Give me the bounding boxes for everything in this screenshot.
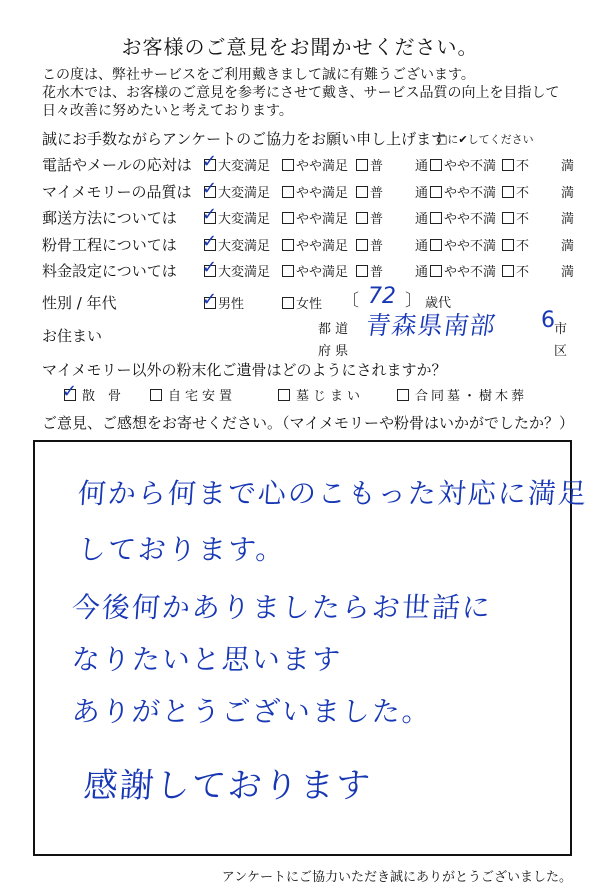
city-label: 市: [554, 322, 568, 337]
survey-request-note: □に✔してください: [437, 133, 534, 146]
rating-option[interactable]: [430, 155, 496, 174]
rating-checkbox[interactable]: [356, 239, 368, 251]
rating-checkbox[interactable]: [430, 186, 442, 198]
rating-checkbox[interactable]: [502, 186, 514, 198]
rating-option-label: 大変満足: [218, 186, 271, 201]
rating-option-label: 大変満足: [218, 239, 271, 254]
age-written: 72: [368, 284, 396, 309]
age-bracket-close: 〕: [405, 291, 422, 311]
male-label: 男性: [218, 297, 245, 312]
gender-age-label: 性別 / 年代: [42, 294, 117, 312]
comment-line: 何から何まで心のこもった対応に満足: [76, 477, 590, 510]
joint-grave-label: 合同墓・樹木葬: [415, 389, 528, 404]
rating-checkbox[interactable]: [356, 159, 368, 171]
rating-option-label: 普 通: [370, 239, 431, 254]
rating-checkbox[interactable]: [356, 265, 368, 277]
rating-option-label: 大変満足: [218, 265, 271, 280]
rating-checkbox[interactable]: [430, 159, 442, 171]
scatter-label: 散 骨: [82, 389, 122, 404]
rating-option-label: 不 満: [516, 239, 577, 254]
rating-option-label: やや満足: [296, 265, 349, 280]
gender-male-option[interactable]: [202, 288, 245, 312]
comment-line: ありがとうございました。: [70, 695, 434, 728]
rating-checkbox[interactable]: [282, 239, 294, 251]
rating-option-label: 普 通: [370, 212, 431, 227]
rating-option-label: やや満足: [296, 186, 349, 201]
check-mark-icon: ✓: [202, 230, 218, 252]
remains-option-grave-closure[interactable]: [278, 385, 364, 404]
rating-option[interactable]: [430, 261, 496, 280]
rating-option-label: 大変満足: [218, 212, 271, 227]
intro-line-3: 日々改善に努めたいと考えております。: [42, 103, 293, 119]
home-label: 自宅安置: [168, 389, 237, 404]
rating-option[interactable]: [502, 182, 576, 201]
rating-checkbox[interactable]: [356, 212, 368, 224]
male-checkbox[interactable]: [202, 288, 218, 310]
rating-option[interactable]: [282, 235, 348, 254]
rating-option[interactable]: [282, 261, 348, 280]
rating-option-label: 不 満: [516, 265, 577, 280]
residence-label: お住まい: [42, 327, 103, 345]
remains-option-joint-grave[interactable]: [397, 385, 527, 404]
rating-option-label: 不 満: [516, 159, 577, 174]
rating-checkbox[interactable]: [356, 186, 368, 198]
rating-option-label: 普 通: [370, 265, 431, 280]
scatter-checkbox[interactable]: [62, 380, 78, 402]
rating-checkbox[interactable]: [502, 239, 514, 251]
rating-row-label: 電話やメールの応対は: [42, 156, 192, 174]
age-suffix: 歳代: [425, 296, 452, 311]
rating-option-label: 不 満: [516, 186, 577, 201]
ward-label: 区: [554, 344, 568, 359]
comment-prompt: ご意見、ご感想をお寄せください。（マイメモリーや粉骨はいかがでしたか？）: [42, 414, 575, 432]
female-checkbox[interactable]: [282, 297, 294, 309]
gender-female-option[interactable]: [282, 293, 322, 312]
rating-option[interactable]: [502, 235, 576, 254]
rating-option[interactable]: [356, 261, 430, 280]
intro-line-2: 花水木では、お客様のご意見を参考にさせて戴き、サービス品質の向上を目指して: [42, 85, 560, 101]
rating-option[interactable]: [202, 256, 271, 280]
rating-option[interactable]: [502, 261, 576, 280]
check-mark-icon: ✓: [202, 256, 218, 278]
female-label: 女性: [296, 297, 323, 312]
rating-option-label: やや不満: [444, 265, 497, 280]
joint-grave-checkbox[interactable]: [397, 389, 409, 401]
rating-option[interactable]: [202, 230, 271, 254]
home-checkbox[interactable]: [150, 389, 162, 401]
comment-line: しております。: [76, 533, 287, 566]
intro-line-1: この度は、弊社サービスをご利用戴きまして誠に有難うございます。: [42, 67, 475, 83]
rating-option-label: 普 通: [370, 159, 431, 174]
rating-option[interactable]: [282, 182, 348, 201]
rating-option[interactable]: [356, 155, 430, 174]
check-mark-icon: ✓: [202, 177, 218, 199]
grave-closure-checkbox[interactable]: [278, 389, 290, 401]
comment-line: 感謝しております: [82, 766, 374, 806]
rating-checkbox[interactable]: [282, 212, 294, 224]
prefecture-label-bottom: 府 県: [318, 344, 349, 359]
rating-option-label: やや満足: [296, 212, 349, 227]
survey-request: 誠にお手数ながらアンケートのご協力をお願い申し上げます: [42, 130, 447, 148]
rating-checkbox[interactable]: [282, 159, 294, 171]
comment-line: 今後何かありましたらお世話に: [70, 591, 494, 624]
rating-option[interactable]: [282, 155, 348, 174]
rating-checkbox[interactable]: [430, 265, 442, 277]
rating-row-label: マイメモリーの品質は: [42, 183, 192, 201]
rating-checkbox[interactable]: [282, 186, 294, 198]
check-mark-icon: ✓: [202, 150, 218, 172]
city-written: 6: [541, 308, 555, 333]
rating-option[interactable]: [356, 182, 430, 201]
rating-option[interactable]: [430, 235, 496, 254]
rating-checkbox[interactable]: [502, 159, 514, 171]
rating-option-label: やや不満: [444, 159, 497, 174]
rating-row-label: 粉骨工程については: [42, 236, 177, 254]
rating-option[interactable]: [430, 208, 496, 227]
rating-checkbox[interactable]: [502, 265, 514, 277]
rating-checkbox[interactable]: [502, 212, 514, 224]
rating-option[interactable]: [202, 177, 271, 201]
rating-checkbox[interactable]: [430, 212, 442, 224]
rating-option-label: 大変満足: [218, 159, 271, 174]
prefecture-label-top: 都 道: [318, 322, 349, 337]
rating-option[interactable]: [202, 203, 271, 227]
rating-option[interactable]: [282, 208, 348, 227]
age-bracket-open: 〔: [342, 291, 359, 311]
rating-checkbox[interactable]: [282, 265, 294, 277]
rating-option[interactable]: [202, 150, 271, 174]
grave-closure-label: 墓じまい: [296, 389, 365, 404]
rating-option-label: やや満足: [296, 159, 349, 174]
rating-option[interactable]: [356, 208, 430, 227]
rating-option-label: やや不満: [444, 239, 497, 254]
rating-option[interactable]: [430, 182, 496, 201]
comment-line: なりたいと思います: [70, 643, 344, 676]
rating-row-label: 郵送方法については: [42, 209, 177, 227]
rating-option-label: やや不満: [444, 186, 497, 201]
form-title: お客様のご意見をお聞かせください。: [121, 35, 479, 59]
remains-question: マイメモリー以外の粉末化ご遺骨はどのようにされますか？: [42, 361, 447, 379]
rating-row-label: 料金設定については: [42, 262, 177, 280]
rating-option[interactable]: [356, 235, 430, 254]
check-mark-icon: ✓: [202, 288, 218, 310]
rating-checkbox[interactable]: [202, 256, 218, 278]
rating-option-label: 普 通: [370, 186, 431, 201]
remains-option-home[interactable]: [150, 385, 236, 404]
remains-option-scatter[interactable]: [62, 380, 122, 404]
check-mark-icon: ✓: [202, 203, 218, 225]
rating-checkbox[interactable]: [430, 239, 442, 251]
rating-checkbox[interactable]: [202, 203, 218, 225]
rating-checkbox[interactable]: [202, 230, 218, 252]
rating-option-label: やや不満: [444, 212, 497, 227]
check-mark-icon: ✓: [62, 380, 78, 402]
prefecture-written: 青森県南部: [363, 311, 498, 340]
rating-checkbox[interactable]: [202, 177, 218, 199]
footer-thanks: アンケートにご協力いただき誠にありがとうございました。: [221, 870, 572, 885]
rating-checkbox[interactable]: [202, 150, 218, 172]
rating-option[interactable]: [502, 208, 576, 227]
rating-option-label: 不 満: [516, 212, 577, 227]
rating-option[interactable]: [502, 155, 576, 174]
rating-option-label: やや満足: [296, 239, 349, 254]
